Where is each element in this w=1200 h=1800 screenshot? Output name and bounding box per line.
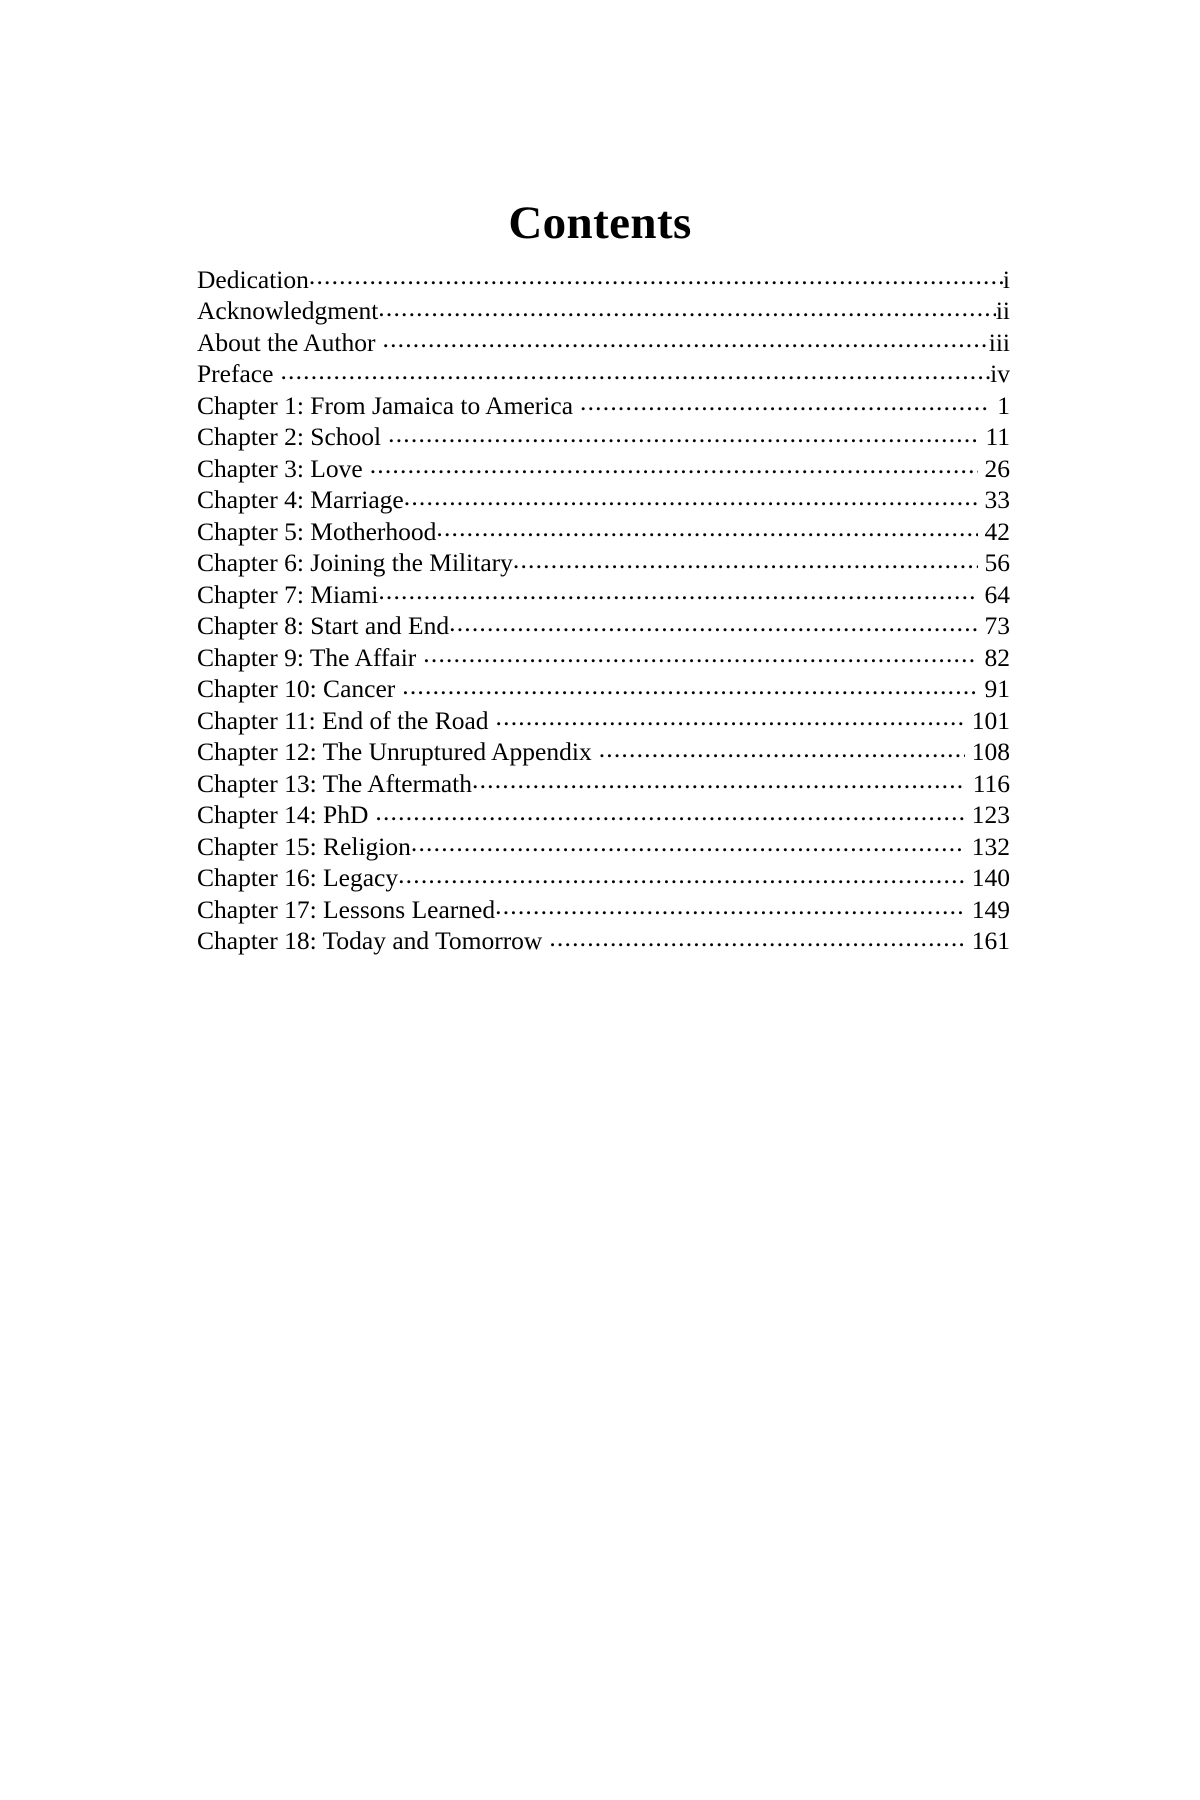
toc-entry-page-number: 64: [984, 579, 1010, 609]
toc-entry[interactable]: [197, 388, 1010, 420]
page-title: Contents: [508, 197, 692, 250]
toc-entry-label: Chapter 10: Cancer: [197, 674, 396, 703]
toc-entry-label: Chapter 9: The Affair: [197, 642, 417, 672]
toc-entry-label: Chapter 2: School: [197, 422, 382, 451]
toc-entry[interactable]: [197, 546, 1010, 578]
toc-entry[interactable]: [197, 577, 1010, 609]
toc-entry[interactable]: [197, 357, 1010, 389]
toc-entry-page-number: iii: [988, 327, 1010, 357]
toc-dot-leader: [449, 609, 977, 635]
toc-entry-label: Dedication: [197, 264, 309, 294]
toc-entry-label: Chapter 8: Start and End: [197, 611, 450, 640]
toc-entry-page-number: 82: [984, 642, 1010, 672]
toc-entry[interactable]: [197, 735, 1010, 767]
toc-dot-leader: [580, 388, 990, 414]
toc-entry-page-number: 149: [971, 894, 1010, 924]
toc-entry[interactable]: [197, 420, 1010, 452]
toc-entry-page-number: 101: [971, 705, 1010, 735]
toc-dot-leader: [378, 577, 977, 603]
toc-dot-leader: [309, 262, 1003, 288]
toc-dot-leader: [436, 514, 977, 540]
toc-dot-leader: [402, 672, 977, 698]
toc-dot-leader: [513, 546, 978, 572]
toc-entry-page-number: 1: [997, 390, 1010, 420]
toc-entry[interactable]: [197, 262, 1010, 294]
toc-dot-leader: [398, 861, 965, 887]
toc-dot-leader: [411, 829, 965, 855]
toc-entry-page-number: 108: [971, 737, 1010, 766]
toc-entry-page-number: i: [1002, 264, 1010, 294]
toc-entry-page-number: 42: [984, 516, 1010, 546]
toc-dot-leader: [495, 892, 965, 918]
toc-entry-label: Chapter 6: Joining the Military: [197, 548, 513, 577]
toc-dot-leader: [388, 420, 978, 446]
toc-entry-page-number: 91: [984, 674, 1010, 703]
toc-entry[interactable]: [197, 325, 1010, 357]
toc-entry[interactable]: [197, 483, 1010, 515]
toc-entry-label: Chapter 13: The Aftermath: [197, 768, 472, 798]
toc-entry-label: Preface: [197, 359, 274, 388]
toc-entry-page-number: 33: [984, 485, 1010, 514]
toc-entry[interactable]: [197, 798, 1010, 830]
toc-dot-leader: [370, 451, 978, 477]
toc-entry-page-number: 56: [984, 548, 1010, 577]
toc-dot-leader: [404, 483, 978, 509]
toc-dot-leader: [496, 703, 965, 729]
toc-dot-leader: [472, 766, 966, 792]
toc-entry[interactable]: [197, 829, 1010, 861]
toc-dot-leader: [280, 357, 990, 383]
toc-entry-page-number: 116: [972, 768, 1010, 798]
toc-entry-label: Chapter 14: PhD: [197, 800, 369, 829]
toc-entry[interactable]: [197, 609, 1010, 641]
toc-entry-page-number: ii: [995, 296, 1010, 325]
toc-dot-leader: [378, 294, 996, 320]
toc-entry-label: Chapter 15: Religion: [197, 831, 411, 861]
toc-entry[interactable]: [197, 861, 1010, 893]
toc-entry-label: Chapter 7: Miami: [197, 579, 379, 609]
toc-entry-label: Chapter 11: End of the Road: [197, 705, 489, 735]
toc-entry-label: Chapter 1: From Jamaica to America: [197, 390, 574, 420]
toc-entry-label: About the Author: [197, 327, 376, 357]
toc-entry-label: Chapter 12: The Unruptured Appendix: [197, 737, 592, 766]
toc-entry-label: Chapter 3: Love: [197, 453, 363, 483]
toc-entry-label: Chapter 17: Lessons Learned: [197, 894, 496, 924]
toc-entry[interactable]: [197, 892, 1010, 924]
toc-dot-leader: [549, 924, 964, 950]
toc-entry-label: Chapter 5: Motherhood: [197, 516, 437, 546]
toc-entry-page-number: 132: [971, 831, 1010, 861]
toc-entry-label: Acknowledgment: [197, 296, 379, 325]
toc-dot-leader: [599, 735, 965, 761]
table-of-contents: [197, 262, 1010, 955]
toc-entry[interactable]: [197, 294, 1010, 326]
toc-entry-page-number: 140: [971, 863, 1010, 892]
toc-entry-page-number: 161: [971, 926, 1010, 955]
toc-entry-page-number: 11: [985, 422, 1010, 451]
toc-entry[interactable]: [197, 703, 1010, 735]
toc-entry[interactable]: [197, 451, 1010, 483]
toc-dot-leader: [383, 325, 989, 351]
toc-entry[interactable]: [197, 514, 1010, 546]
toc-entry[interactable]: [197, 672, 1010, 704]
toc-dot-leader: [375, 798, 964, 824]
toc-dot-leader: [423, 640, 977, 666]
toc-entry-label: Chapter 18: Today and Tomorrow: [197, 926, 543, 955]
toc-entry-label: Chapter 16: Legacy: [197, 863, 399, 892]
toc-entry-page-number: 26: [984, 453, 1010, 483]
toc-entry-page-number: iv: [990, 359, 1010, 388]
toc-entry-label: Chapter 4: Marriage: [197, 485, 404, 514]
toc-entry-page-number: 123: [971, 800, 1010, 829]
toc-entry[interactable]: [197, 640, 1010, 672]
toc-entry[interactable]: [197, 924, 1010, 956]
toc-entry[interactable]: [197, 766, 1010, 798]
toc-entry-page-number: 73: [984, 611, 1010, 640]
